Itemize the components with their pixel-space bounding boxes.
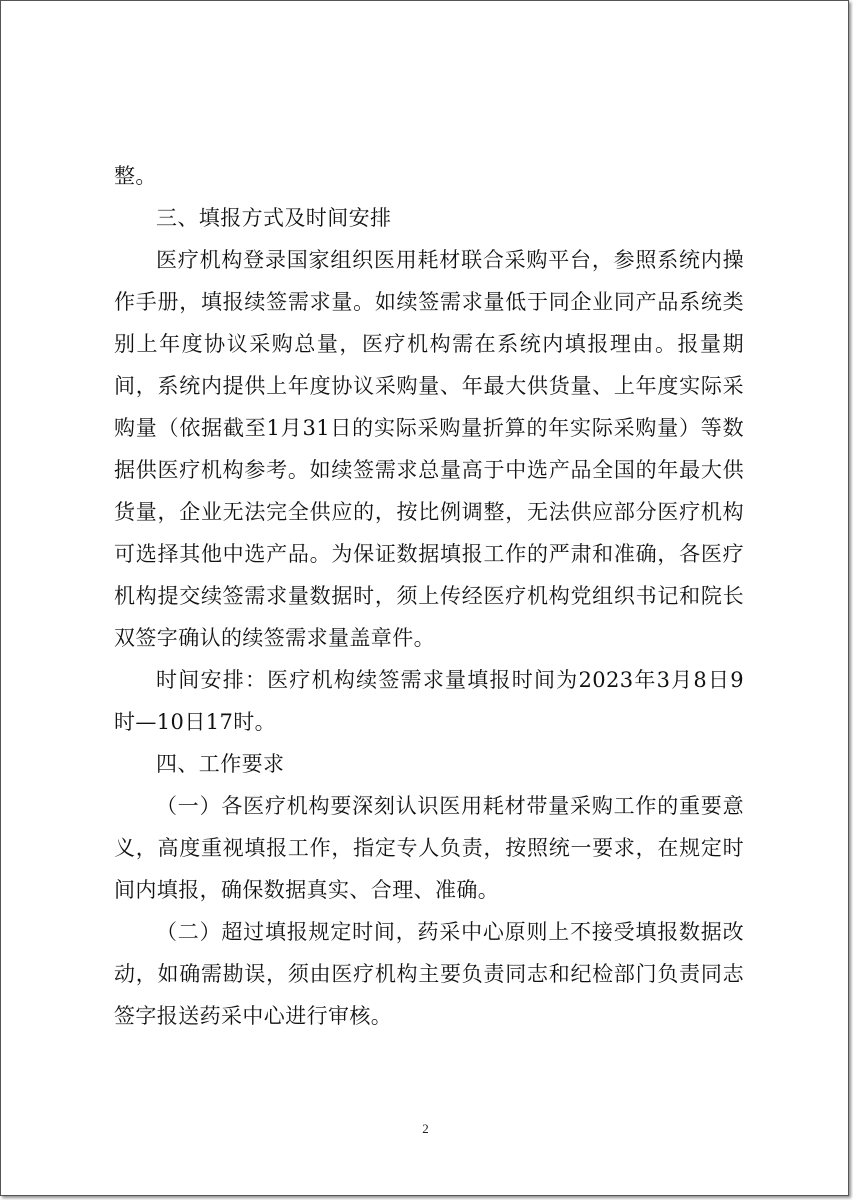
paragraph-time-schedule: 时间安排：医疗机构续签需求量填报时间为2023年3月8日9时—10日17时。: [114, 668, 744, 734]
section-heading-4: 四、工作要求: [156, 752, 285, 776]
section-heading-3: 三、填报方式及时间安排: [156, 206, 392, 230]
paragraph-requirement-2: （二）超过填报规定时间，药采中心原则上不接受填报数据改动，如确需勘误，须由医疗机构主要负责同志和纪检部门负责同志签字报送药采中心进行审核。: [114, 920, 744, 1028]
page-number: 2: [422, 1121, 429, 1136]
document-body: [114, 155, 744, 1037]
paragraph-continuation: 整。: [114, 164, 157, 188]
paragraph-requirement-1: （一）各医疗机构要深刻认识医用耗材带量采购工作的重要意义，高度重视填报工作，指定专人负责，按照统一要求，在规定时间内填报，确保数据真实、合理、准确。: [114, 794, 744, 902]
paragraph-filing-method: 医疗机构登录国家组织医用耗材联合采购平台，参照系统内操作手册，填报续签需求量。如续签需求量低于同企业同产品系统类别上年度协议采购总量，医疗机构需在系统内填报理由。报量期间，系统内提供上年度协议采购量、年最大供货量、上年度实际采购量（依据截至1月31日的实际采购量折算的年实际采购量）等数据供医疗机构参考。如续签需求总量高于中选产品全国的年最大供货量，企业无法完全供应的，按比例调整，无法供应部分医疗机构可选择其他中选产品。为保证数据填报工作的严肃和准确，各医疗机构提交续签需求量数据时，须上传经医疗机构党组织书记和院长双签字确认的续签需求量盖章件。: [114, 248, 744, 650]
